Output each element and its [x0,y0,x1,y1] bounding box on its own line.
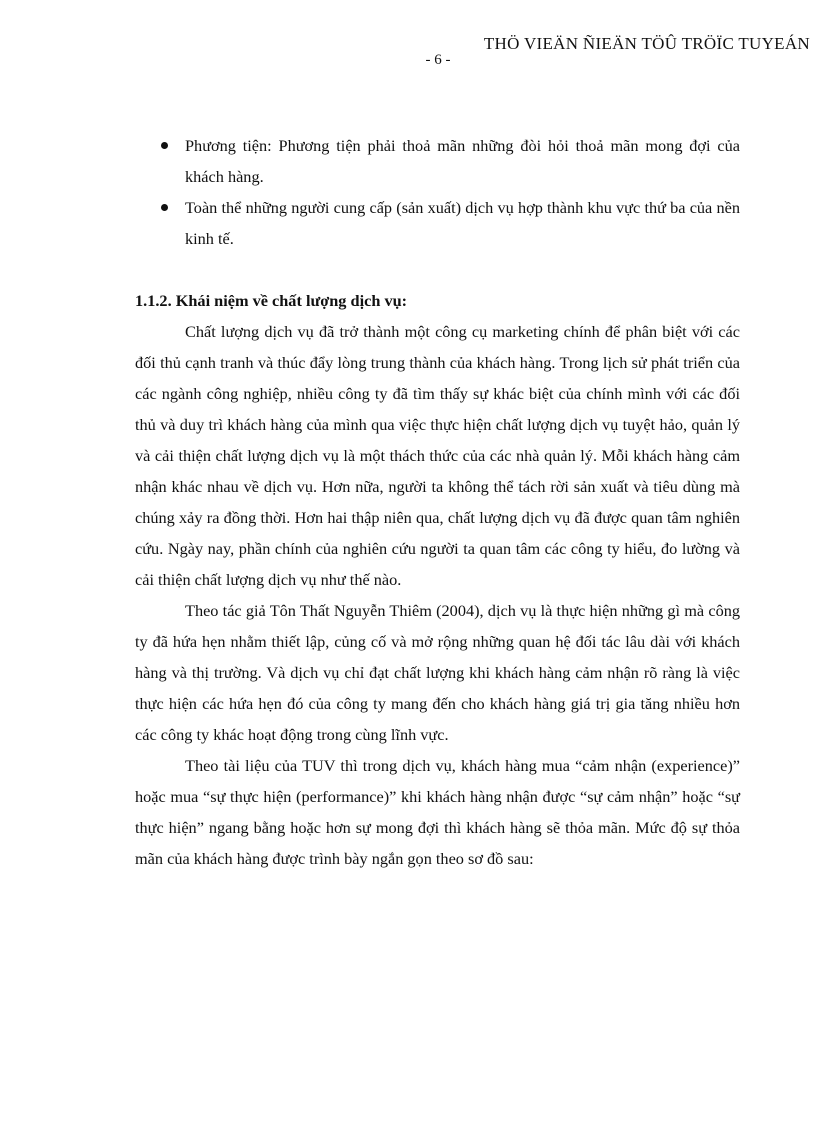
bullet-dot-icon [161,142,168,149]
paragraph: Theo tài liệu của TUV thì trong dịch vụ, khách hàng mua “cảm nhận (experience)” hoặc mua “sự thực hiện (performance)” khi khách hàng nhận được “sự cảm nhận” hoặc “sự thực hiện” ngang bằng hoặc hơn sự mong đợi thì khách hàng sẽ thỏa mãn. Mức độ sự thỏa mãn của khách hàng được trình bày ngắn gọn theo sơ đồ sau: [135,756,740,868]
bullet-text: Toàn thể những người cung cấp (sản xuất) dịch vụ hợp thành khu vực thứ ba của nền kinh tế. [185,198,740,248]
bullet-item [135,192,740,254]
header-watermark: THÖ VIEÄN ÑIEÄN TÖÛ TRÖÏC TUYEÁN [483,34,810,53]
page-body [135,130,740,874]
page-number: - 6 - [425,52,451,68]
bullet-item [135,130,740,192]
bullet-dot-icon [161,204,168,211]
paragraph: Chất lượng dịch vụ đã trở thành một công cụ marketing chính để phân biệt với các đối thủ cạnh tranh và thúc đẩy lòng trung thành của khách hàng. Trong lịch sử phát triển của các ngành công nghiệp, nhiều công ty đã tìm thấy sự khác biệt của chính mình với các đối thủ và duy trì khách hàng của mình qua việc thực hiện chất lượng dịch vụ tuyệt hảo, quản lý và cải thiện chất lượng dịch vụ là một thách thức của các nhà quản lý. Mỗi khách hàng cảm nhận khác nhau về dịch vụ. Hơn nữa, người ta không thể tách rời sản xuất và tiêu dùng mà chúng xảy ra đồng thời. Hơn hai thập niên qua, chất lượng dịch vụ đã được quan tâm nghiên cứu. Ngày nay, phần chính của nghiên cứu người ta quan tâm các công ty hiểu, đo lường và cải thiện chất lượng dịch vụ như thế nào. [135,322,740,589]
bullet-text: Phương tiện: Phương tiện phải thoả mãn những đòi hỏi thoả mãn mong đợi của khách hàng. [185,136,740,186]
section-heading: 1.1.2. Khái niệm về chất lượng dịch vụ: [135,291,408,310]
bullet-list [135,130,740,254]
paragraph: Theo tác giả Tôn Thất Nguyễn Thiêm (2004), dịch vụ là thực hiện những gì mà công ty đã hứa hẹn nhằm thiết lập, củng cố và mở rộng những quan hệ đối tác lâu dài với khách hàng và thị trường. Và dịch vụ chỉ đạt chất lượng khi khách hàng cảm nhận rõ ràng là việc thực hiện các hứa hẹn đó của công ty mang đến cho khách hàng giá trị gia tăng nhiều hơn các công ty khác hoạt động trong cùng lĩnh vực. [135,601,740,744]
